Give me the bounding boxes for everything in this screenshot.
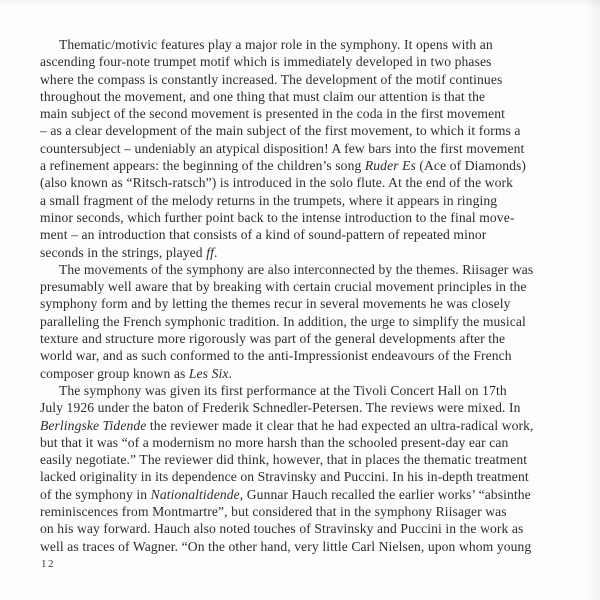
text-segment: (Ace of Diamonds) [415,158,527,174]
text-segment: . [213,244,218,260]
text-segment: main subject of the second movement is presented in the coda in the first movement [40,106,505,122]
text-segment: Thematic/motivic features play a major role in the symphony. It opens with an [59,37,493,52]
text-segment: throughout the movement, and one thing that must claim our attention is that the [40,88,486,104]
text-segment: world war, and as such conformed to the anti-Impressionist endeavours of the French [40,348,512,364]
text-line [40,192,570,209]
text-segment: on his way forward. Hauch also noted touches of Stravinsky and Puccini in the work as [40,521,524,537]
text-line [40,503,570,520]
text-segment: texture and structure more rigorously was part of the general developments after the [40,331,506,347]
text-segment: where the compass is constantly increased. The development of the motif continues [40,71,503,87]
text-line [40,105,570,122]
text-line [40,88,570,105]
text-segment: but that it was “of a modernism no more harsh than the schooled present-day ear can [40,434,509,450]
text-line [40,226,570,243]
text-line [40,122,570,139]
text-segment: lacked originality in its dependence on Stravinsky and Puccini. In his in-depth treatment [40,469,529,485]
text-segment: – as a clear development of the main subject of the first movement, to which it forms a [40,123,521,139]
text-segment: paralleling the French symphonic tradition. In addition, the urge to simplify the musical [40,313,526,329]
text-segment: a refinement appears: the beginning of the children’s song [40,158,365,174]
text-segment: The movements of the symphony are also interconnected by the themes. Riisager was [59,261,534,277]
text-segment: minor seconds, which further point back to the intense introduction to the final move- [40,209,515,225]
text-line [40,244,570,261]
text-segment: the reviewer made it clear that he had expected an ultra-radical work, [146,417,534,433]
text-block [40,36,570,555]
paragraph [40,382,570,555]
text-line [40,278,570,295]
text-line [40,71,570,88]
paragraph [40,261,570,382]
text-segment: of the symphony in [40,486,151,502]
text-line [40,53,570,70]
text-line [40,330,570,347]
text-segment: The symphony was given its first performance at the Tivoli Concert Hall on 17th [59,382,507,398]
paragraph [40,36,570,261]
text-line [40,347,570,364]
page-number: 12 [41,558,55,570]
text-line [40,209,570,226]
text-line [40,295,570,312]
text-segment: composer group known as [40,365,189,381]
text-line [40,538,570,555]
italic-text-segment: Ruder Es [364,158,416,174]
text-line [40,486,570,503]
text-line [40,399,570,416]
text-segment: a small fragment of the melody returns in the trumpets, where it appears in ringing [40,192,498,208]
text-segment: presumably well aware that by breaking with certain crucial movement principles in the [40,279,527,295]
text-segment: ment – an introduction that consists of a kind of sound-pattern of repeated minor [40,227,487,243]
text-segment: , Gunnar Hauch recalled the earlier works’ “absinthe [239,486,531,502]
text-segment: . [228,365,232,381]
text-line [40,451,570,468]
italic-text-segment: Nationaltidende [150,486,240,502]
text-segment: easily negotiate.” The reviewer did think, however, that in places the thematic treatment [40,452,528,468]
text-line [40,382,570,399]
text-line [40,468,570,485]
text-segment: well as traces of Wagner. “On the other hand, very little Carl Nielsen, upon whom young [40,538,532,554]
text-segment: seconds in the strings, played [40,244,207,260]
text-segment: ascending four-note trumpet motif which is immediately developed in two phases [40,54,492,70]
text-segment: symphony form and by letting the themes recur in several movements he was closely [40,296,511,312]
text-line [40,417,570,434]
text-line [40,434,570,451]
text-line [40,140,570,157]
text-segment: (also known as “Ritsch-ratsch”) is introduced in the solo flute. At the end of the work [40,175,514,191]
text-segment: countersubject – undeniably an atypical disposition! A few bars into the first movement [40,140,525,156]
italic-text-segment: Berlingske Tidende [40,417,147,433]
text-line [40,36,570,53]
text-line [40,313,570,330]
text-line [40,261,570,278]
text-line [40,520,570,537]
text-segment: reminiscences from Montmartre”, but considered that in the symphony Riisager was [40,504,507,520]
text-line [40,157,570,174]
text-line [40,174,570,191]
italic-text-segment: ff [206,244,214,260]
italic-text-segment: Les Six [188,365,229,381]
text-line [40,365,570,382]
text-segment: July 1926 under the baton of Frederik Schnedler-Petersen. The reviews were mixed. In [40,400,521,416]
